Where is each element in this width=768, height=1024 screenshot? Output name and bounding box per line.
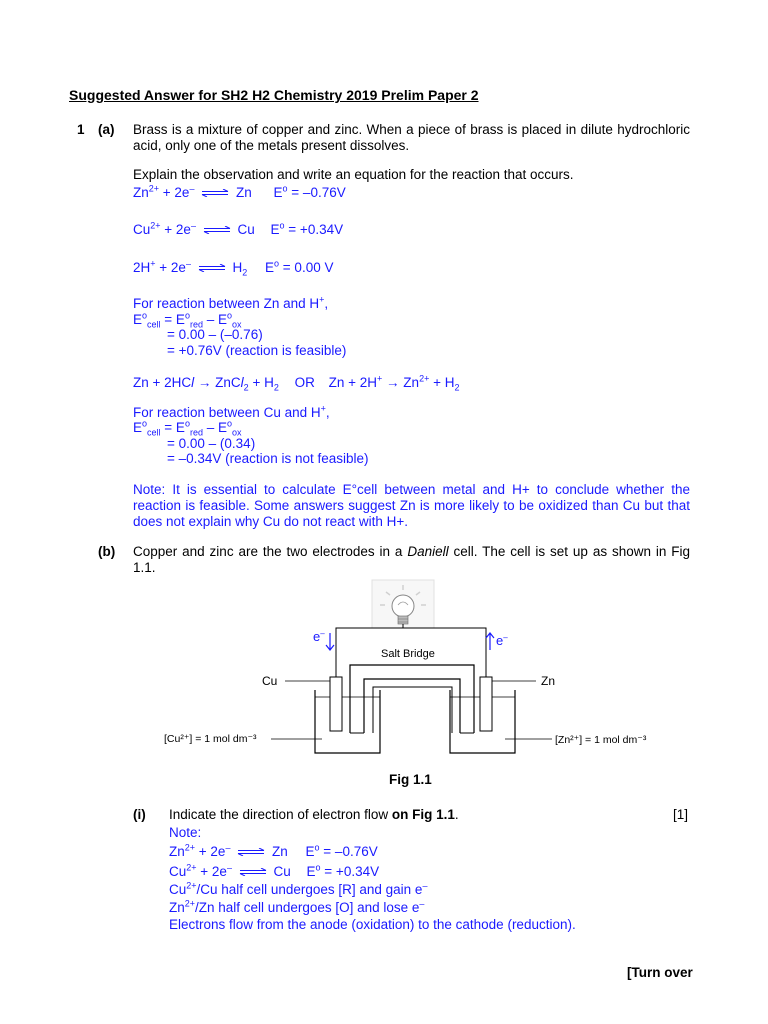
- part-a-question: Brass is a mixture of copper and zinc. When a piece of brass is placed in dilute hydrochloric acid, only one of the metals present dissolves.: [133, 122, 690, 153]
- page-title: Suggested Answer for SH2 H2 Chemistry 2019 Prelim Paper 2: [69, 87, 479, 103]
- equilibrium-arrow-icon: [198, 264, 226, 272]
- zn-h-calc: = 0.00 – (–0.76): [167, 327, 263, 342]
- salt-bridge-label: Salt Bridge: [381, 648, 435, 660]
- half-equation-cu: $Cu^{2+} + 2e^-$ Cu $E^o = +0.34V$: [133, 220, 344, 237]
- electron-arrow-right: [486, 633, 494, 650]
- sub-i-half-equation-cu: $Cu^{2+} + 2e^-$ Cu $E^o = +0.34V$: [169, 862, 380, 879]
- sub-i-electron-flow: Electrons flow from the anode (oxidation) to the cathode (reduction).: [169, 917, 576, 932]
- cu-electrode: [330, 677, 342, 731]
- daniell-cell-diagram: [150, 575, 690, 755]
- figure-caption: Fig 1.1: [389, 772, 432, 787]
- sub-i-half-equation-zn: $Zn^{2+} + 2e^-$ Zn $E^o = -0.76V$: [169, 842, 378, 859]
- half-equation-h: 2H+ + 2e– $H_2$ $E^o = 0.00$ V: [133, 258, 334, 278]
- note-paragraph: Note: It is essential to calculate E°cell between metal and H+ to conclude whether the reaction is feasible. Some answers suggest Zn is more likely to be oxidized than Cu but that does not explain why Cu do not react with H+.: [133, 482, 690, 529]
- sub-i-label: (i): [133, 807, 146, 822]
- zn-h-ecell: $E^o_{cell} = E^o_{red} - E^o_{ox}$: [133, 310, 242, 330]
- part-a-instruction: Explain the observation and write an equation for the reaction that occurs.: [133, 167, 574, 182]
- cu-h-result: = –0.34V (reaction is not feasible): [167, 451, 369, 466]
- zn-h-heading: For reaction between Zn and H+,: [133, 294, 329, 311]
- zn-label: Zn: [541, 674, 556, 688]
- cu-h-heading: For reaction between Cu and H+,: [133, 403, 330, 420]
- marks-label: [1]: [673, 807, 689, 822]
- overall-equation: Zn + 2HCl → ZnCl$_2$ + $H_2$ OR $Zn + 2H^+ \to Zn^{2+} + H_2$: [133, 373, 460, 393]
- sub-i-zn-half-cell: $Zn^{2+}/Zn$ half cell undergoes [O] and lose e–: [169, 898, 425, 915]
- sub-i-question: Indicate the direction of electron flow on Fig 1.1.: [169, 807, 459, 822]
- part-b-question: Copper and zinc are the two electrodes in a Daniell cell. The cell is set up as shown in Fig 1.1.: [133, 544, 691, 575]
- cu-concentration-label: [Cu²⁺] = 1 mol dm⁻³: [164, 733, 257, 745]
- zn-electrode: [480, 677, 492, 731]
- electron-arrow-left: [326, 633, 334, 650]
- cu-h-ecell: $E^o_{cell} = E^o_{red} - E^o_{ox}$: [133, 418, 242, 438]
- equilibrium-arrow-icon: [239, 868, 267, 876]
- equilibrium-arrow-icon: [203, 226, 231, 234]
- zn-concentration-label: [Zn²⁺] = 1 mol dm⁻³: [555, 734, 647, 746]
- question-number: 1: [77, 122, 85, 137]
- beaker-left: [315, 690, 380, 753]
- electron-label-left: e–: [313, 629, 325, 644]
- equilibrium-arrow-icon: [237, 848, 265, 856]
- turn-over-label: [Turn over: [627, 965, 693, 980]
- part-a-label: (a): [98, 122, 115, 137]
- cu-h-calc: = 0.00 – (0.34): [167, 436, 256, 451]
- equilibrium-arrow-icon: [201, 189, 229, 197]
- zn-h-result: = +0.76V (reaction is feasible): [167, 343, 347, 358]
- salt-bridge-outer: [350, 665, 474, 733]
- sub-i-note-label: Note:: [169, 825, 202, 840]
- part-b-label: (b): [98, 544, 116, 559]
- cu-label: Cu: [262, 674, 278, 688]
- half-equation-zn: $Zn^{2+} + 2e^-$ Zn $E^o = -0.76V$: [133, 183, 346, 200]
- sub-i-cu-half-cell: $Cu^{2+}/Cu$ half cell undergoes [R] and gain e–: [169, 880, 428, 897]
- electron-label-right: e–: [496, 633, 508, 648]
